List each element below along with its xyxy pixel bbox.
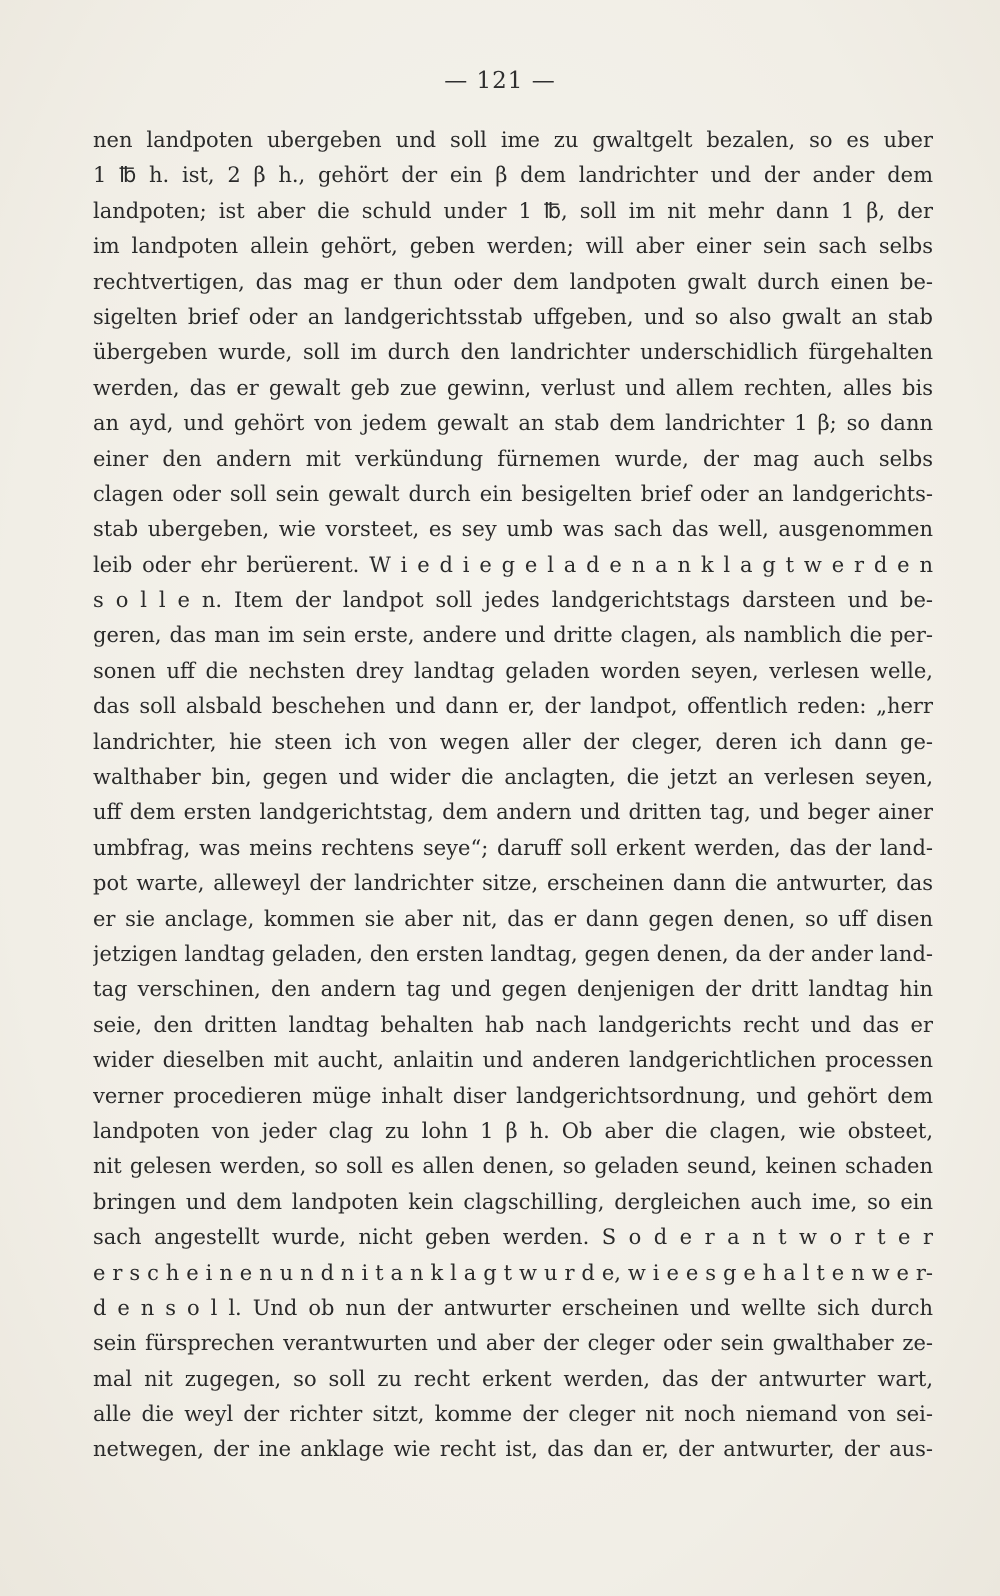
text-line: geren, das man im sein erste, andere und dritte clagen, als namblich die per- <box>93 623 933 648</box>
text-line: clagen oder soll sein gewalt durch ein besigelten brief oder an landgerichts- <box>93 481 933 506</box>
text-line: landpoten; ist aber die schuld under 1 ℔, soll im nit mehr dann 1 β, der <box>93 198 933 223</box>
text-line: sigelten brief oder an landgerichtsstab uffgeben, und so also gwalt an stab <box>93 304 933 329</box>
text-line: d e n s o l l. Und ob nun der antwurter erscheinen und wellte sich durch <box>93 1295 933 1320</box>
text-line: stab ubergeben, wie vorsteet, es sey umb was sach das well, ausgenommen <box>93 517 933 542</box>
text-line: einer den andern mit verkündung fürnemen wurde, der mag auch selbs <box>93 446 933 471</box>
text-line: walthaber bin, gegen und wider die anclagten, die jetzt an verlesen seyen, <box>93 765 933 790</box>
text-line: wider dieselben mit aucht, anlaitin und anderen landgerichtlichen processen <box>93 1048 933 1073</box>
text-line: im landpoten allein gehört, geben werden; will aber einer sein sach selbs <box>93 234 933 259</box>
text-line: leib oder ehr berüerent. W i e d i e g e l a d e n a n k l a g t w e r d e n <box>93 552 933 577</box>
text-line: seie, den dritten landtag behalten hab nach landgerichts recht und das er <box>93 1012 933 1037</box>
body-text <box>93 123 933 1468</box>
text-line: e r s c h e i n e n u n d n i t a n k l a g t w u r d e, w i e e s g e h a l t e n w e r- <box>93 1260 933 1285</box>
text-line: s o l l e n. Item der landpot soll jedes landgerichtstags darsteen und be- <box>93 588 933 613</box>
text-line: 1 ℔ h. ist, 2 β h., gehört der ein β dem landrichter und der ander dem <box>93 163 933 188</box>
text-line: uff dem ersten landgerichtstag, dem andern und dritten tag, und beger ainer <box>93 800 933 825</box>
text-line: rechtvertigen, das mag er thun oder dem landpoten gwalt durch einen be- <box>93 269 933 294</box>
text-line: tag verschinen, den andern tag und gegen denjenigen der dritt landtag hin <box>93 977 933 1002</box>
text-line: bringen und dem landpoten kein clagschilling, dergleichen auch ime, so ein <box>93 1189 933 1214</box>
text-line: umbfrag, was meins rechtens seye“; daruff soll erkent werden, das der land- <box>93 835 933 860</box>
text-line: netwegen, der ine anklage wie recht ist, das dan er, der antwurter, der aus- <box>93 1437 933 1462</box>
text-line: sonen uff die nechsten drey landtag geladen worden seyen, verlesen welle, <box>93 658 933 683</box>
text-line: mal nit zugegen, so soll zu recht erkent werden, das der antwurter wart, <box>93 1366 933 1391</box>
text-line: nit gelesen werden, so soll es allen denen, so geladen seund, keinen schaden <box>93 1154 933 1179</box>
text-line: an ayd, und gehört von jedem gewalt an stab dem landrichter 1 β; so dann <box>93 411 933 436</box>
text-line: übergeben wurde, soll im durch den landrichter underschidlich fürgehalten <box>93 340 933 365</box>
text-line: landrichter, hie steen ich von wegen aller der cleger, deren ich dann ge- <box>93 729 933 754</box>
text-line: sach angestellt wurde, nicht geben werden. S o d e r a n t w o r t e r <box>93 1225 933 1250</box>
text-line: alle die weyl der richter sitzt, komme der cleger nit noch niemand von sei- <box>93 1402 933 1427</box>
text-line: sein fürsprechen verantwurten und aber der cleger oder sein gwalthaber ze- <box>93 1331 933 1356</box>
page-number: — 121 — <box>444 68 556 94</box>
text-line: jetzigen landtag geladen, den ersten landtag, gegen denen, da der ander land- <box>93 941 933 966</box>
text-line: pot warte, alleweyl der landrichter sitze, erscheinen dann die antwurter, das <box>93 871 933 896</box>
text-line: landpoten von jeder clag zu lohn 1 β h. Ob aber die clagen, wie obsteet, <box>93 1118 933 1143</box>
text-line: er sie anclage, kommen sie aber nit, das er dann gegen denen, so uff disen <box>93 906 933 931</box>
text-line: nen landpoten ubergeben und soll ime zu gwaltgelt bezalen, so es uber <box>93 128 933 152</box>
text-line: werden, das er gewalt geb zue gewinn, verlust und allem rechten, alles bis <box>93 375 933 400</box>
text-line: verner procedieren müge inhalt diser landgerichtsordnung, und gehört dem <box>93 1083 933 1108</box>
text-line: das soll alsbald beschehen und dann er, der landpot, offentlich reden: „herr <box>93 694 933 719</box>
